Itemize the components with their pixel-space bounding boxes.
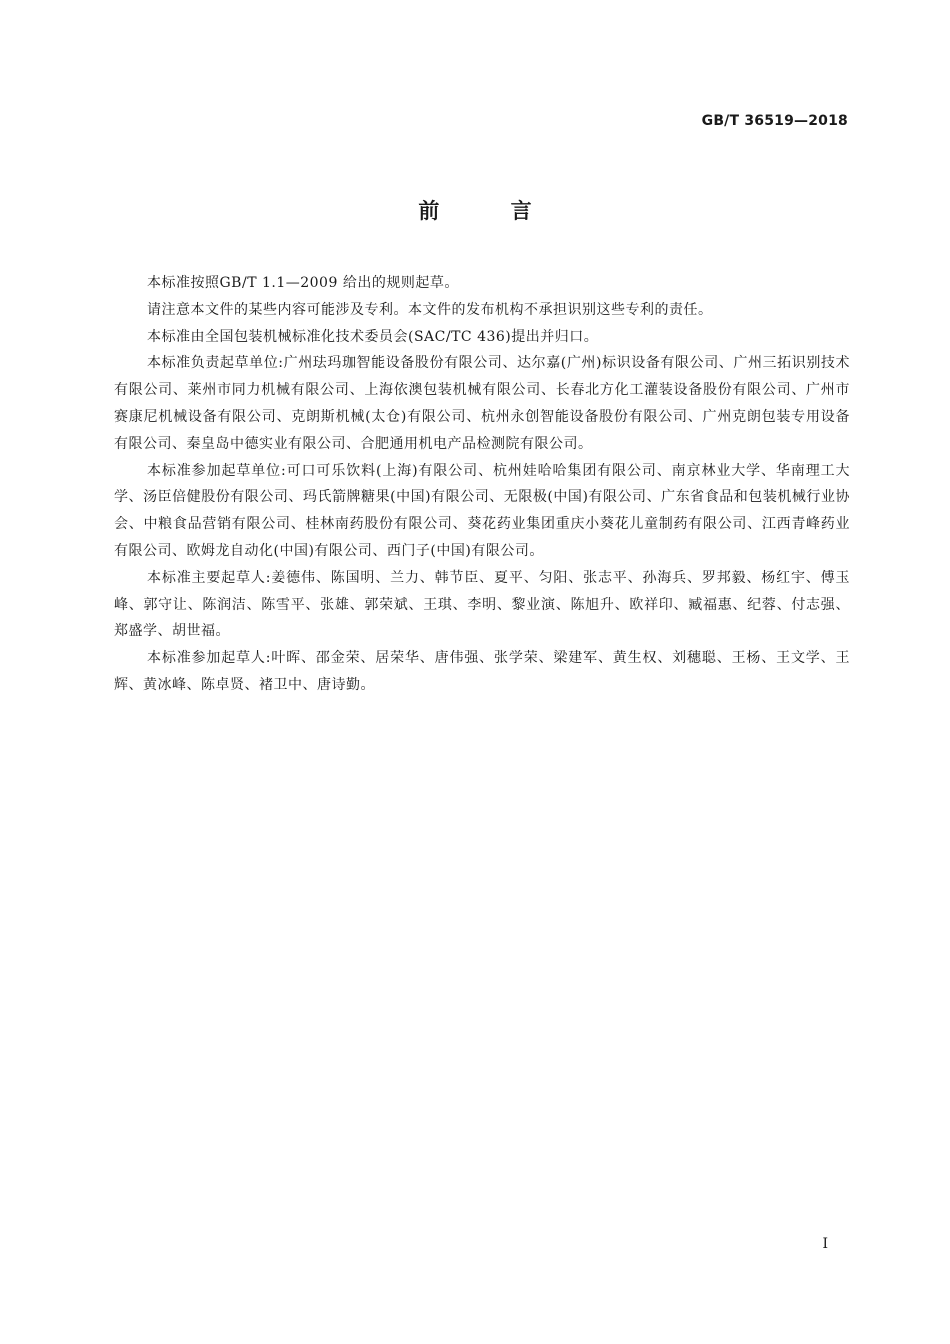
foreword-body (114, 270, 850, 699)
paragraph-drafting-rules: 本标准按照GB/T 1.1—2009 给出的规则起草。 (147, 275, 459, 291)
paragraph-proposer: 本标准由全国包装机械标准化技术委员会(SAC/TC 436)提出并归口。 (147, 328, 599, 345)
paragraph-participating-units: 本标准参加起草单位:可口可乐饮料(上海)有限公司、杭州娃哈哈集团有限公司、南京林业大学、华南理工大学、汤臣倍健股份有限公司、玛氏箭牌糖果(中国)有限公司、无限极(中国)有限公司、广东省食品和包装机械行业协会、中粮食品营销有限公司、桂林南药股份有限公司、葵花药业集团重庆小葵花儿童制药有限公司、江西青峰药业有限公司、欧姆龙自动化(中国)有限公司、西门子(中国)有限公司。 (114, 462, 850, 559)
page-title: 前 言 (418, 199, 564, 223)
paragraph-lead-drafting-units: 本标准负责起草单位:广州珐玛珈智能设备股份有限公司、达尔嘉(广州)标识设备有限公司、广州三拓识别技术有限公司、莱州市同力机械有限公司、上海依澳包装机械有限公司、长春北方化工灌装设备股份有限公司、广州市赛康尼机械设备有限公司、克朗斯机械(太仓)有限公司、杭州永创智能设备股份有限公司、广州克朗包装专用设备有限公司、秦皇岛中德实业有限公司、合肥通用机电产品检测院有限公司。 (114, 355, 850, 452)
paragraph-main-drafters: 本标准主要起草人:姜德伟、陈国明、兰力、韩节臣、夏平、匀阳、张志平、孙海兵、罗邦毅、杨红宇、傅玉峰、郭守让、陈润洁、陈雪平、张雄、郭荣斌、王琪、李明、黎业演、陈旭升、欧祥印、臧福惠、纪蓉、付志强、郑盛学、胡世福。 (114, 569, 850, 640)
paragraph-patent-notice: 请注意本文件的某些内容可能涉及专利。本文件的发布机构不承担识别这些专利的责任。 (147, 301, 713, 318)
page-number: I (822, 1236, 828, 1252)
standard-code: GB/T 36519—2018 (701, 113, 848, 129)
paragraph-participating-drafters: 本标准参加起草人:叶晖、邵金荣、居荣华、唐伟强、张学荣、梁建军、黄生权、刘穗聪、王杨、王文学、王辉、黄冰峰、陈卓贤、褚卫中、唐诗勤。 (114, 650, 850, 693)
